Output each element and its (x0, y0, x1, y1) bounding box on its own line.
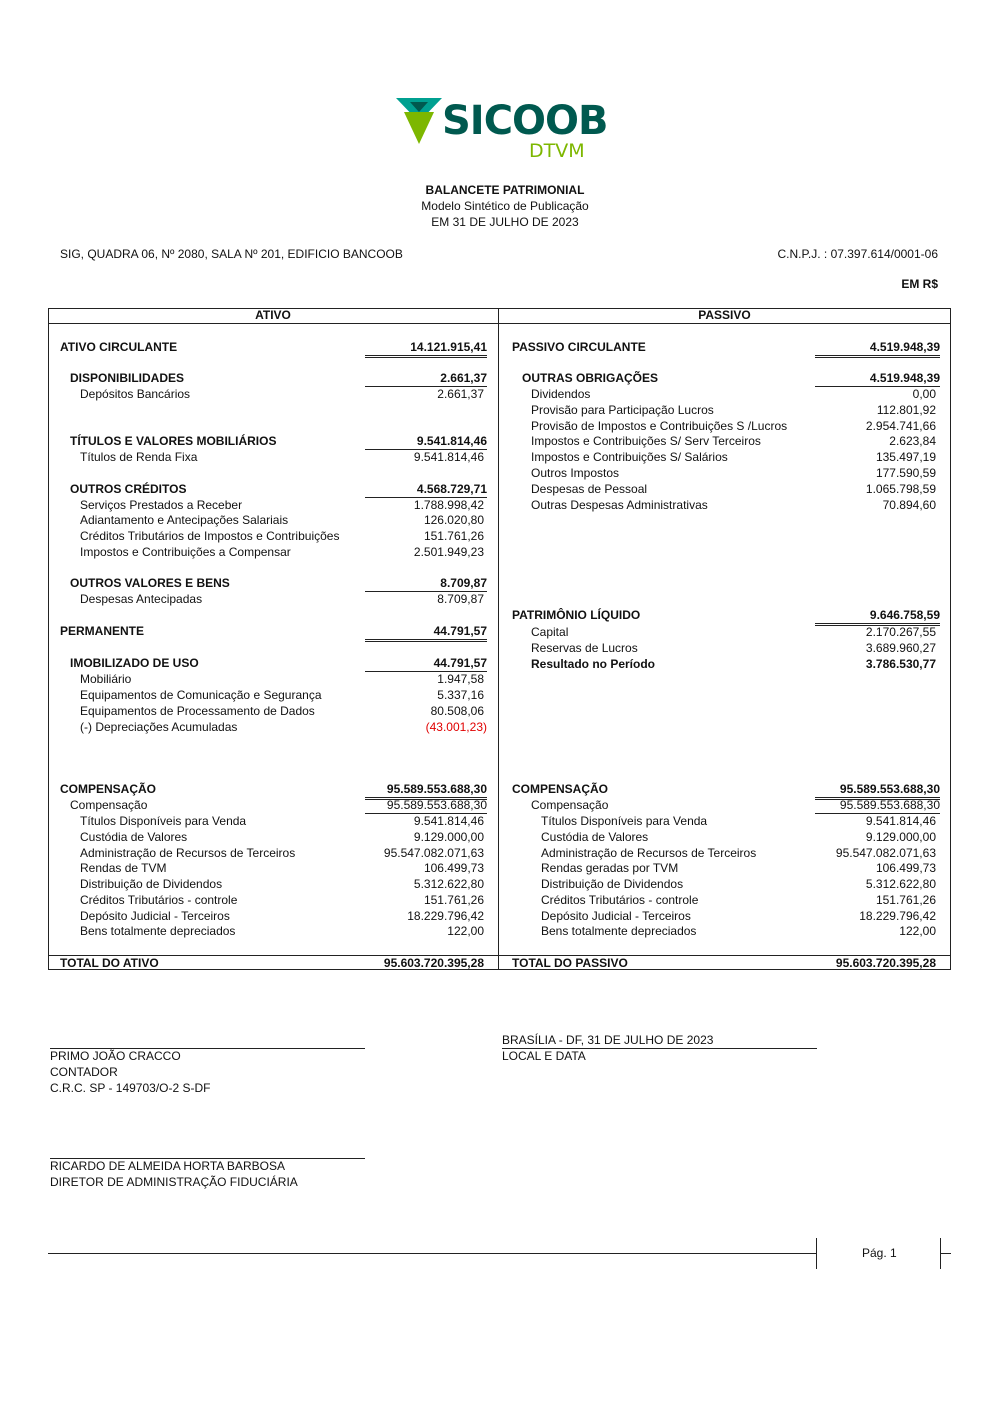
list-item-value: 135.497,19 (875, 450, 936, 464)
list-item-value: 2.623,84 (889, 434, 936, 448)
list-item-label: Rendas de TVM (80, 861, 167, 875)
resultado-periodo-label: Resultado no Período (531, 657, 656, 671)
diretor-name: RICARDO DE ALMEIDA HORTA BARBOSA (50, 1159, 285, 1173)
patrimonio-liquido-label: PATRIMÔNIO LÍQUIDO (512, 608, 641, 622)
negative-value: (43.001,23) (425, 720, 487, 734)
list-item-value: 3.689.960,27 (865, 641, 936, 655)
list-item-label: Créditos Tributários - controle (541, 893, 699, 907)
ativo-compensacao-label: COMPENSAÇÃO (60, 782, 157, 796)
list-item-value: 0,00 (912, 387, 936, 401)
outros-valores-label: OUTROS VALORES E BENS (70, 576, 230, 590)
header-divider (48, 323, 951, 324)
total-ativo-value: 95.603.720.395,28 (383, 956, 484, 970)
company-cnpj: C.N.P.J. : 07.397.614/0001-06 (777, 247, 938, 261)
contador-name: PRIMO JOÃO CRACCO (50, 1049, 181, 1063)
list-item-label: Bens totalmente depreciados (80, 924, 236, 938)
disponibilidades-value: 2.661,37 (365, 370, 487, 387)
list-item-label: Títulos Disponíveis para Venda (541, 814, 708, 828)
list-item-label: Rendas geradas por TVM (541, 861, 679, 875)
list-item-value: 5.337,16 (437, 688, 484, 702)
list-item-value: 122,00 (899, 924, 936, 938)
footer-tick-left (816, 1238, 817, 1269)
list-item-label: Impostos e Contribuições a Compensar (80, 545, 291, 559)
list-item-label: Equipamentos de Processamento de Dados (80, 704, 315, 718)
list-item-value: 106.499,73 (423, 861, 484, 875)
list-item-value: 2.170.267,55 (865, 625, 936, 639)
outros-valores-value: 8.709,87 (365, 575, 487, 592)
passivo-compensacao-sub-value: 95.589.553.688,30 (815, 797, 940, 814)
passivo-circulante-label: PASSIVO CIRCULANTE (512, 340, 646, 354)
list-item-label: Impostos e Contribuições S/ Serv Terceiros (531, 434, 761, 448)
list-item-value: 106.499,73 (875, 861, 936, 875)
list-item-label: Depósito Judicial - Terceiros (541, 909, 691, 923)
list-item-label: Adiantamento e Antecipações Salariais (80, 513, 289, 527)
contador-crc: C.R.C. SP - 149703/O-2 S-DF (50, 1081, 211, 1095)
list-item-label: Capital (531, 625, 569, 639)
list-item-label: Administração de Recursos de Terceiros (541, 846, 757, 860)
list-item-label: Créditos Tributários de Impostos e Contribuições (80, 529, 340, 543)
list-item-label: Mobiliário (80, 672, 132, 686)
list-item-value: 9.129.000,00 (865, 830, 936, 844)
list-item-value: 9.541.814,46 (865, 814, 936, 828)
page-number: Pág. 1 (862, 1246, 897, 1260)
list-item-value: 5.312.622,80 (865, 877, 936, 891)
list-item-value: 151.761,26 (875, 893, 936, 907)
footer-line (48, 1253, 816, 1254)
list-item-label: Depósito Judicial - Terceiros (80, 909, 230, 923)
list-item-label: Títulos Disponíveis para Venda (80, 814, 247, 828)
list-item-label: (-) Depreciações Acumuladas (80, 720, 238, 734)
currency-label: EM R$ (901, 277, 938, 291)
list-item-label: Despesas de Pessoal (531, 482, 648, 496)
ativo-compensacao-value: 95.589.553.688,30 (365, 781, 487, 800)
list-item-value: 70.894,60 (882, 498, 936, 512)
company-address: SIG, QUADRA 06, Nº 2080, SALA Nº 201, EDIFICIO BANCOOB (60, 247, 403, 261)
sicoob-logo-icon (396, 98, 442, 146)
column-divider (498, 308, 499, 970)
list-item-label: Distribuição de Dividendos (541, 877, 684, 891)
diretor-role: DIRETOR DE ADMINISTRAÇÃO FIDUCIÁRIA (50, 1175, 298, 1189)
permanente-value: 44.791,57 (365, 623, 487, 642)
document-date: EM 31 DE JULHO DE 2023 (431, 215, 579, 229)
footer-line-end (940, 1253, 951, 1254)
total-passivo-value: 95.603.720.395,28 (835, 956, 936, 970)
outros-creditos-value: 4.568.729,71 (365, 481, 487, 498)
list-item-value: 2.501.949,23 (413, 545, 484, 559)
list-item-label: Reservas de Lucros (531, 641, 638, 655)
document-subtitle: Modelo Sintético de Publicação (421, 199, 589, 213)
logo-wordmark: SICOOB (442, 98, 608, 144)
list-item-label: Provisão para Participação Lucros (531, 403, 714, 417)
list-item-value: 1.065.798,59 (865, 482, 936, 496)
tvm-value: 9.541.814,46 (365, 433, 487, 450)
list-item-value: 5.312.622,80 (413, 877, 484, 891)
list-item-label: Administração de Recursos de Terceiros (80, 846, 296, 860)
list-item-value: 9.541.814,46 (413, 814, 484, 828)
list-item-value: 126.020,80 (423, 513, 484, 527)
list-item-label: Outros Impostos (531, 466, 620, 480)
list-item-value: 9.129.000,00 (413, 830, 484, 844)
resultado-periodo-value: 3.786.530,77 (865, 657, 936, 671)
list-item-value: 18.229.796,42 (859, 909, 936, 923)
list-item-value: 2.954.741,66 (865, 419, 936, 433)
logo-subtitle: DTVM (529, 140, 585, 162)
list-item-value: 8.709,87 (437, 592, 484, 606)
list-item-value: 80.508,06 (430, 704, 484, 718)
list-item-value: 177.590,59 (875, 466, 936, 480)
place-date: BRASÍLIA - DF, 31 DE JULHO DE 2023 (502, 1033, 714, 1047)
imobilizado-value: 44.791,57 (365, 655, 487, 672)
list-item-label: Provisão de Impostos e Contribuições S /Lucros (531, 419, 788, 433)
list-item-value: 1.947,58 (437, 672, 484, 686)
list-item-label: Dividendos (531, 387, 591, 401)
outros-creditos-label: OUTROS CRÉDITOS (70, 482, 187, 496)
passivo-compensacao-label: COMPENSAÇÃO (512, 782, 609, 796)
ativo-compensacao-sub-value: 95.589.553.688,30 (365, 797, 487, 814)
passivo-heading: PASSIVO (698, 308, 751, 322)
list-item-label: Equipamentos de Comunicação e Segurança (80, 688, 322, 702)
list-item-value: 122,00 (447, 924, 484, 938)
outras-obrigacoes-value: 4.519.948,39 (815, 370, 940, 387)
passivo-compensacao-sub-label: Compensação (531, 798, 609, 812)
list-item-value: 9.541.814,46 (413, 450, 484, 464)
list-item-value: 2.661,37 (437, 387, 484, 401)
list-item-label: Custódia de Valores (80, 830, 188, 844)
contador-role: CONTADOR (50, 1065, 118, 1079)
list-item-value: 112.801,92 (876, 403, 936, 417)
document-title: BALANCETE PATRIMONIAL (425, 183, 585, 197)
imobilizado-label: IMOBILIZADO DE USO (70, 656, 199, 670)
list-item-value: 1.788.998,42 (413, 498, 484, 512)
list-item-value: 151.761,26 (423, 893, 484, 907)
patrimonio-liquido-value: 9.646.758,59 (815, 607, 940, 626)
list-item-label: Impostos e Contribuições S/ Salários (531, 450, 728, 464)
list-item-label: Distribuição de Dividendos (80, 877, 223, 891)
ativo-compensacao-sub-label: Compensação (70, 798, 148, 812)
total-passivo-label: TOTAL DO PASSIVO (512, 956, 628, 970)
passivo-circulante-value: 4.519.948,39 (815, 339, 940, 358)
ativo-heading: ATIVO (255, 308, 291, 322)
permanente-label: PERMANENTE (60, 624, 145, 638)
outras-obrigacoes-label: OUTRAS OBRIGAÇÕES (522, 371, 659, 385)
list-item-value: 95.547.082.071,63 (383, 846, 484, 860)
place-date-label: LOCAL E DATA (502, 1049, 586, 1063)
list-item-label: Títulos de Renda Fixa (80, 450, 198, 464)
ativo-circulante-label: ATIVO CIRCULANTE (60, 340, 178, 354)
list-item-label: Custódia de Valores (541, 830, 649, 844)
list-item-value: 151.761,26 (423, 529, 484, 543)
list-item-value: 18.229.796,42 (407, 909, 484, 923)
ativo-circulante-value: 14.121.915,41 (365, 339, 487, 358)
list-item-label: Depósitos Bancários (80, 387, 191, 401)
list-item-label: Créditos Tributários - controle (80, 893, 238, 907)
list-item-label: Bens totalmente depreciados (541, 924, 697, 938)
total-ativo-label: TOTAL DO ATIVO (60, 956, 159, 970)
disponibilidades-label: DISPONIBILIDADES (70, 371, 185, 385)
list-item-label: Despesas Antecipadas (80, 592, 203, 606)
list-item-label: Outras Despesas Administrativas (531, 498, 708, 512)
tvm-label: TÍTULOS E VALORES MOBILIÁRIOS (70, 434, 277, 448)
passivo-compensacao-value: 95.589.553.688,30 (815, 781, 940, 800)
sicoob-logo (396, 96, 608, 166)
list-item-value: 95.547.082.071,63 (835, 846, 936, 860)
list-item-label: Serviços Prestados a Receber (80, 498, 243, 512)
